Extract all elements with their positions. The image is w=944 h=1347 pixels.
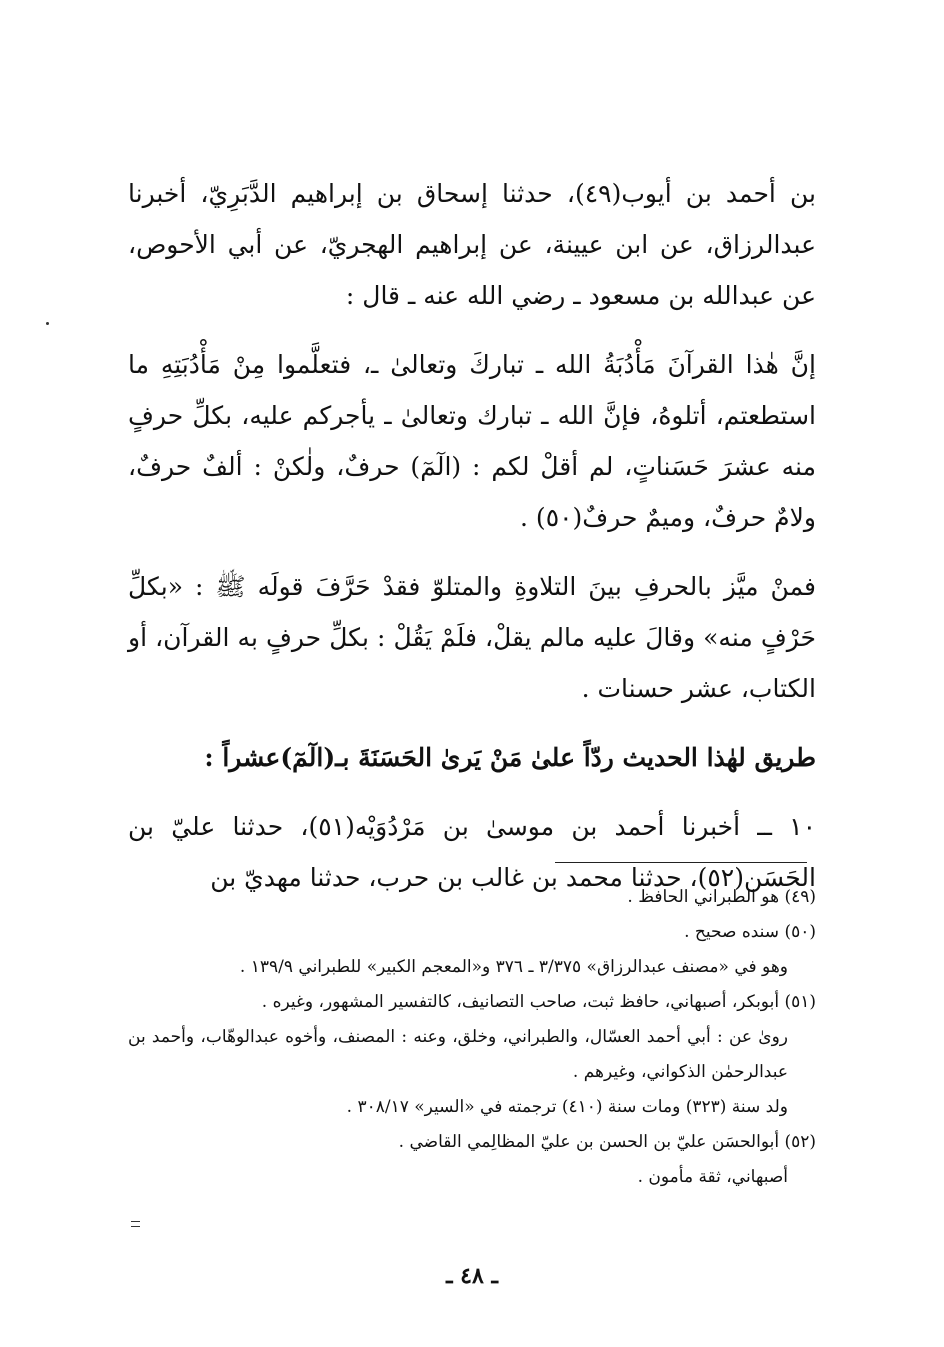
footnote-50: (٥٠) سنده صحيح . xyxy=(684,922,816,942)
footnotes xyxy=(128,880,816,1195)
footnote-51: (٥١) أبوبكر، أصبهاني، حافظ ثبت، صاحب التصانيف، كالتفسير المشهور، وغيره . xyxy=(261,992,816,1012)
footnote-51-narrators: روىٰ عن : أبي أحمد العسّال، والطبراني، وخلق، وعنه : المصنف، وأخوه عبدالوهّاب، وأحمد بن عبدالرحمٰن الذكواني، وغيرهم . xyxy=(128,1027,788,1082)
footnote-51-dates: ولد سنة (٣٢٣) ومات سنة (٤١٠) ترجمته في «السير» ٣٠٨/١٧ . xyxy=(346,1097,788,1117)
margin-dot-mark xyxy=(46,322,49,325)
paragraph-commentary: فمنْ ميَّز بالحرفِ بينَ التلاوةِ والمتلوّ فقدْ حَرَّفَ قولَه ﷺ : «بكلِّ حَرْفٍ منه» وقالَ عليه مالم يقلْ، فلَمْ يَقُلْ : بكلِّ حرفٍ به القرآن، أو الكتاب، عشر حسنات . xyxy=(128,572,816,703)
footnote-52: (٥٢) أبوالحسَن عليّ بن الحسن بن عليّ المظالِمي القاضي . xyxy=(398,1132,816,1152)
section-heading: طريق لهٰذا الحديث ردّاً علىٰ مَنْ يَرىٰ الحَسَنَةَ بـ(الٓمٓ)عشراً : xyxy=(204,743,816,772)
page-number: ـ ٤٨ ـ xyxy=(446,1263,498,1289)
margin-scan-mark xyxy=(131,1221,140,1227)
paragraph-isnad-intro: بن أحمد بن أيوب(٤٩)، حدثنا إسحاق بن إبراهيم الدَّبَرِيّ، أخبرنا عبدالرزاق، عن ابن عيينة، عن إبراهيم الهجريّ، عن أبي الأحوص، عن عبدالله بن مسعود ـ رضي الله عنه ـ قال : xyxy=(128,179,816,310)
paragraph-narration-10: ١٠ ــ أخبرنا أحمد بن موسىٰ بن مَرْدُوَيْه(٥١)، حدثنا عليّ بن الحَسَن(٥٢)، حدثنا محمد بن غالب بن حرب، حدثنا مهديّ بن xyxy=(128,812,816,892)
footnote-separator xyxy=(555,862,807,863)
footnote-50-detail: وهو في «مصنف عبدالرزاق» ٣/٣٧٥ ـ ٣٧٦ و«المعجم الكبير» للطبراني ١٣٩/٩ . xyxy=(239,957,788,977)
footnote-52-detail: أصبهاني، ثقة مأمون . xyxy=(637,1167,788,1187)
footnote-49: (٤٩) هو الطبراني الحافظ . xyxy=(627,887,816,907)
main-text xyxy=(128,168,816,903)
paragraph-hadith-text: إنَّ هٰذا القرآنَ مَأْدُبَةُ الله ـ تباركَ وتعالىٰ ـ، فتعلَّموا مِنْ مَأْدُبَتِهِ ما استطعتم، أتلوهُ، فإنَّ الله ـ تبارك وتعالىٰ ـ يأجركم عليه، بكلِّ حرفٍ منه عشرَ حَسَناتٍ، لم أقلْ لكم : (الٓمٓ) حرفٌ، ولٰكنْ : ألفٌ حرفٌ، ولامٌ حرفٌ، وميمٌ حرفٌ(٥٠) . xyxy=(128,350,816,532)
